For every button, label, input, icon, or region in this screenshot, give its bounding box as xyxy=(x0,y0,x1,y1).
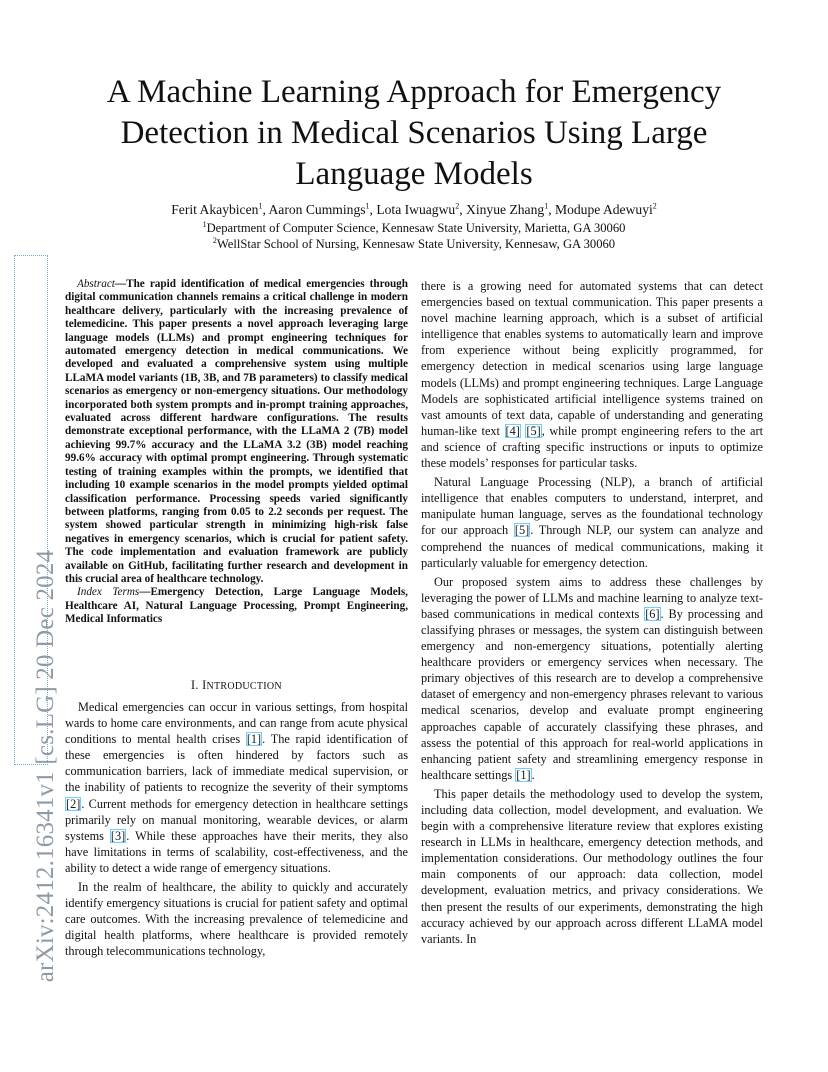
abstract-paragraph xyxy=(65,278,408,586)
author-name: Ferit Akaybicen xyxy=(171,202,259,217)
author-name: Modupe Adewuyi xyxy=(554,202,653,217)
section-number: I. xyxy=(191,678,203,692)
citation-link[interactable]: [5] xyxy=(514,523,530,538)
text-run: there is a growing need for automated systems that can detect emergencies based on textual communication. This paper presents a novel machine learning approach, which is a subset of artificial intelligence that enables systems to automatically learn and improve from experience without being explicitly programmed, for emergency detection in medical scenarios using large language models (LLMs) and prompt engineering techniques. Large Language Models are sophisticated artificial intelligence systems trained on vast amounts of text data, capable of understanding and generating human-like text xyxy=(421,279,763,438)
citation-link[interactable]: [3] xyxy=(110,828,126,843)
paragraph xyxy=(421,278,763,471)
arxiv-identifier[interactable]: arXiv:2412.16341v1 [cs.LG] 20 Dec 2024 xyxy=(32,549,59,983)
text-run: . By processing and classifying phrases or messages, the system can distinguish between emergency and non-emergency situations, potentially alerting healthcare providers or emergency services when necessary. The primary objectives of this research are to develop a comprehensive dataset of emergency and non-emergency phrases relevant to various medical scenarios, develop and evaluate prompt engineering approaches capable of accurately classifying these phrases, and assess the potential of this approach for real-world applications in enhancing patient safety and streamlining emergency response in healthcare settings xyxy=(421,606,763,782)
author-name: Lota Iwuagwu xyxy=(376,202,456,217)
citation-link[interactable]: [2] xyxy=(66,796,81,811)
author-affil-mark: 1 xyxy=(365,201,370,211)
text-run: . Current methods for emergency detection in healthcare settings primarily rely on manual monitoring, wearable devices, or alarm systems xyxy=(65,796,408,843)
abstract-label: Abstract xyxy=(77,278,115,290)
abstract-section xyxy=(65,278,408,627)
author-affil-mark: 2 xyxy=(652,201,657,211)
author-name: Aaron Cummings xyxy=(268,202,366,217)
affil-text: WellStar School of Nursing, Kennesaw State University, Kennesaw, GA 30060 xyxy=(216,237,616,251)
section-title-initial: I xyxy=(202,678,207,692)
affil-mark: 1 xyxy=(202,219,207,229)
abstract-text: —The rapid identification of medical emergencies through digital communication channels remains a critical challenge in modern healthcare delivery, particularly with the increasing prevalence of telemedicine. This paper presents a novel approach leveraging large language models (LLMs) and prompt engineering techniques for automated emergency detection in medical communications. We developed and evaluated a comprehensive system using multiple LLaMA model variants (1B, 3B, and 7B parameters) to classify medical scenarios as emergency or non-emergency situations. Our methodology incorporated both system prompts and in-prompt training approaches, evaluated across different hardware configurations. The results demonstrate exceptional performance, with the LLaMA 2 (7B) model achieving 99.7% accuracy and the LLaMA 3.2 (3B) model reaching 99.6% accuracy with optimal prompt engineering. Through systematic testing of training examples within the prompts, we identified that including 10 example scenarios in the model prompts yielded optimal classification performance. Processing speeds varied significantly between platforms, ranging from 0.05 to 2.2 seconds per request. The system showed particular strength in minimizing high-risk false negatives in emergency scenarios, which is crucial for patient safety. The code implementation and evaluation framework are publicly available on GitHub, facilitating further research and development in this crucial area of healthcare technology. xyxy=(65,278,408,585)
text-run: . xyxy=(531,767,535,782)
text-run: Our proposed system aims to address these challenges by leveraging the power of LLMs and machine learning to analyze text-based communications in medical contexts xyxy=(421,574,763,621)
affil-mark: 2 xyxy=(212,235,217,245)
author-affil-mark: 2 xyxy=(455,201,460,211)
text-run: . Through NLP, our system can analyze and comprehend the nuances of medical communications, making it particularly valuable for emergency detection. xyxy=(421,523,764,570)
citation-link[interactable]: [6] xyxy=(645,606,660,621)
index-terms xyxy=(65,586,408,626)
text-run: . While these approaches have their merits, they also have limitations in terms of scalability, cost-effectiveness, and the ability to detect a wide range of emergency situations. xyxy=(65,828,408,875)
paragraph: In the realm of healthcare, the ability to quickly and accurately identify emergency situations is crucial for patient safety and optimal care outcomes. With the increasing prevalence of telemedicine and digital health platforms, where healthcare is provided remotely through telecommunications technology, xyxy=(65,880,408,959)
affiliation-2 xyxy=(70,236,758,252)
index-terms-text: —Emergency Detection, Large Language Models, Healthcare AI, Natural Language Processing, Prompt Engineering, Medical Informatics xyxy=(65,586,408,626)
section-title-rest: NTRODUCTION xyxy=(206,681,282,692)
text-run: , while prompt engineering refers to the art and science of crafting specific instructions or inputs to optimize these models’ responses for particular tasks. xyxy=(421,423,763,471)
text-run: Natural Language Processing (NLP), a branch of artificial intelligence that enables computers to understand, interpret, and manipulate human language, serves as the foundational technology for our approach xyxy=(421,475,763,538)
paragraph xyxy=(421,474,763,571)
section-heading-introduction xyxy=(65,678,408,693)
author-name: Xinyue Zhang xyxy=(466,202,545,217)
affiliation-1 xyxy=(70,220,758,236)
paragraph: This paper details the methodology used to develop the system, including data collection, model development, and evaluation. We begin with a comprehensive literature review that explores existing research in LLMs in healthcare, emergency detection methods, and implementation considerations. Our methodology outlines the four main components of our approach: data collection, model development, evaluation metrics, and privacy considerations. We then present the results of our experiments, demonstrating the high accuracy achieved by our approach across different LLaMA model variants. In xyxy=(421,786,763,946)
paragraph xyxy=(421,574,763,783)
citation-link[interactable]: [1] xyxy=(516,767,531,782)
citation-link[interactable]: [5] xyxy=(526,423,541,438)
author-affil-mark: 1 xyxy=(544,201,549,211)
index-terms-label: Index Terms xyxy=(77,586,140,599)
right-column-body xyxy=(421,278,763,950)
citation-link[interactable]: [4] xyxy=(505,423,520,438)
paragraph xyxy=(65,699,408,876)
introduction-body xyxy=(65,699,408,963)
text-run: Medical emergencies can occur in various settings, from hospital wards to home care environments, and can range from acute physical conditions to mental health crises xyxy=(65,700,408,747)
arxiv-stamp-box[interactable] xyxy=(14,255,59,983)
citation-link[interactable]: [1] xyxy=(246,732,262,747)
text-run: . The rapid identification of these emergencies is often hindered by factors such as communication barriers, lack of immediate medical supervision, or the inability of patients to recognize the severity of their symptoms xyxy=(65,732,408,795)
author-list: Ferit Akaybicen$^1$, Aaron Cummings$^1$, Lota Iwuagwu$^2$, Xinyue Zhang$^1$, Modupe Adewuyi$^2$ xyxy=(171,201,657,217)
paper-title: A Machine Learning Approach for Emergency Detection in Medical Scenarios Using Large Language Models xyxy=(106,74,722,192)
author-affil-mark: 1 xyxy=(258,201,263,211)
affil-text: Department of Computer Science, Kennesaw State University, Marietta, GA 30060 xyxy=(206,221,626,235)
